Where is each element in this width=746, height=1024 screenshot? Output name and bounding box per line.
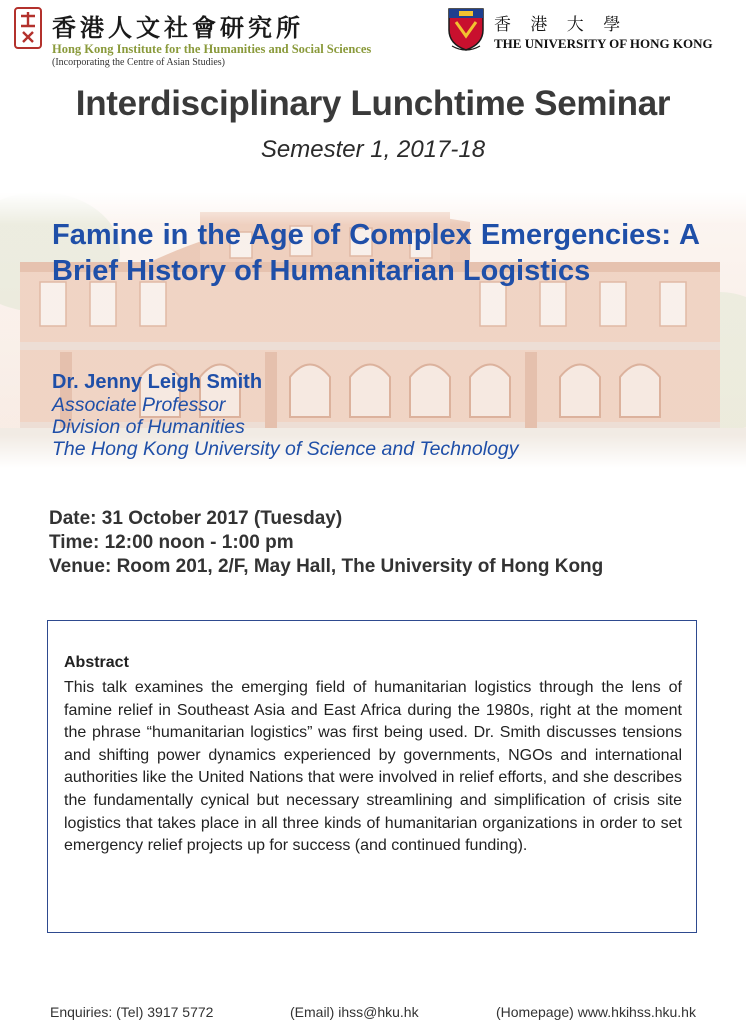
- hku-logo: [446, 6, 746, 56]
- speaker-position: Associate Professor: [52, 394, 226, 416]
- institute-name-chinese: 香港人文社會研究所: [52, 13, 304, 42]
- semester-label: Semester 1, 2017-18: [260, 136, 486, 163]
- hkihss-seal-icon: [12, 6, 44, 52]
- footer-enquiries: Enquiries: (Tel) 3917 5772: [50, 1004, 214, 1020]
- footer-email[interactable]: (Email) ihss@hku.hk: [290, 1004, 419, 1020]
- talk-title: Famine in the Age of Complex Emergencies: A Brief History of Humanitarian Logistics: [52, 219, 700, 287]
- abstract-body: This talk examines the emerging field of humanitarian logistics through the lens of famine relief in Southeast Asia and East Africa during the 1980s, right at the moment the phrase “humanitarian logistics” was first being used. Dr. Smith discusses tensions and shifting power dynamics experienced by governments, NGOs and international authorities like the United Nations that were involved in relief efforts, and she describes the fundamentally cynical but necessary streamlining and simplification of crisis site logistics that takes place in all three kinds of humanitarian organizations in order to set emergency relief projects up for success (and continued funding).: [64, 679, 682, 855]
- footer-homepage[interactable]: (Homepage) www.hkihss.hku.hk: [496, 1004, 696, 1020]
- seminar-venue: Venue: Room 201, 2/F, May Hall, The University of Hong Kong: [49, 556, 604, 577]
- institute-subtitle: (Incorporating the Centre of Asian Studies): [52, 57, 226, 68]
- abstract-box: [47, 620, 697, 933]
- abstract-heading: Abstract: [64, 654, 129, 671]
- seminar-time: Time: 12:00 noon - 1:00 pm: [49, 532, 294, 553]
- university-name-chinese: 香 港 大 學: [494, 15, 628, 35]
- series-title: Interdisciplinary Lunchtime Seminar: [75, 84, 671, 123]
- hku-crest-icon: [446, 6, 486, 52]
- speaker-division: Division of Humanities: [52, 416, 245, 438]
- seminar-date: Date: 31 October 2017 (Tuesday): [49, 508, 343, 529]
- speaker-institution: The Hong Kong University of Science and Technology: [52, 438, 519, 460]
- institute-name-english: Hong Kong Institute for the Humanities and Social Sciences: [52, 42, 372, 56]
- speaker-name: Dr. Jenny Leigh Smith: [52, 371, 263, 393]
- hkihss-logo: [12, 6, 412, 66]
- university-name-english: THE UNIVERSITY OF HONG KONG: [494, 36, 713, 51]
